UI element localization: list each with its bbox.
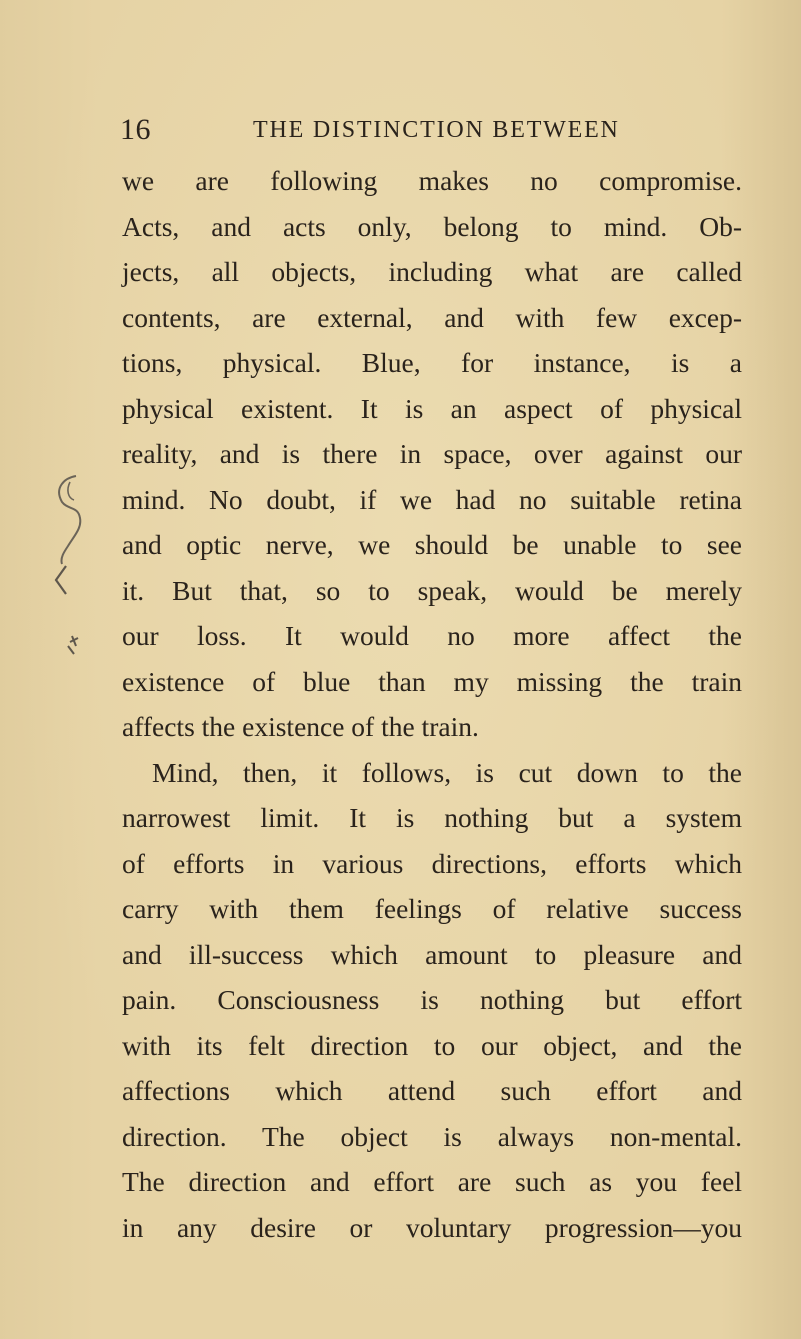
text-line: contents, are external, and with few excep- xyxy=(122,301,742,333)
text-line: and optic nerve, we should be unable to see xyxy=(122,529,742,560)
pencil-bracket-mark xyxy=(59,476,80,564)
text-line: mind. No doubt, if we had no suitable retina xyxy=(122,483,742,515)
text-line: our loss. It would no more affect the xyxy=(122,620,742,651)
text-line: direction. The object is always non-mental. xyxy=(122,1120,742,1152)
text-line: narrowest limit. It is nothing but a system xyxy=(122,802,742,833)
text-line: affections which attend such effort and xyxy=(122,1075,742,1106)
pencil-margin-marks xyxy=(24,470,94,700)
text-line: with its felt direction to our object, and the xyxy=(122,1029,742,1061)
text-line: Acts, and acts only, belong to mind. Ob- xyxy=(122,210,742,242)
text-line: and ill-success which amount to pleasure and xyxy=(122,938,742,970)
pencil-curve-mark xyxy=(68,482,74,500)
text-line: of efforts in various directions, efforts which xyxy=(122,847,742,879)
text-line: in any desire or voluntary progression—you xyxy=(122,1211,742,1243)
text-line: it. But that, so to speak, would be merely xyxy=(122,574,742,606)
text-line: carry with them feelings of relative success xyxy=(122,893,742,924)
pencil-star-mark xyxy=(68,636,78,654)
text-line: tions, physical. Blue, for instance, is a xyxy=(122,347,742,378)
running-head: THE DISTINCTION BETWEEN xyxy=(253,117,620,143)
text-line: pain. Consciousness is nothing but effort xyxy=(122,984,742,1015)
text-line: physical existent. It is an aspect of physical xyxy=(122,392,742,424)
text-line: jects, all objects, including what are called xyxy=(122,256,742,287)
text-line: affects the existence of the train. xyxy=(122,711,479,742)
text-line: existence of blue than my missing the train xyxy=(122,665,742,697)
text-line: we are following makes no compromise. xyxy=(122,165,742,196)
page-header xyxy=(120,112,740,148)
text-line-paragraph-start: Mind, then, it follows, is cut down to the xyxy=(152,756,742,788)
text-line: The direction and effort are such as you feel xyxy=(122,1166,742,1197)
page-number: 16 xyxy=(120,113,151,146)
pencil-angle-mark xyxy=(56,566,66,594)
body-text xyxy=(122,158,742,1250)
text-line: reality, and is there in space, over against our xyxy=(122,438,742,469)
